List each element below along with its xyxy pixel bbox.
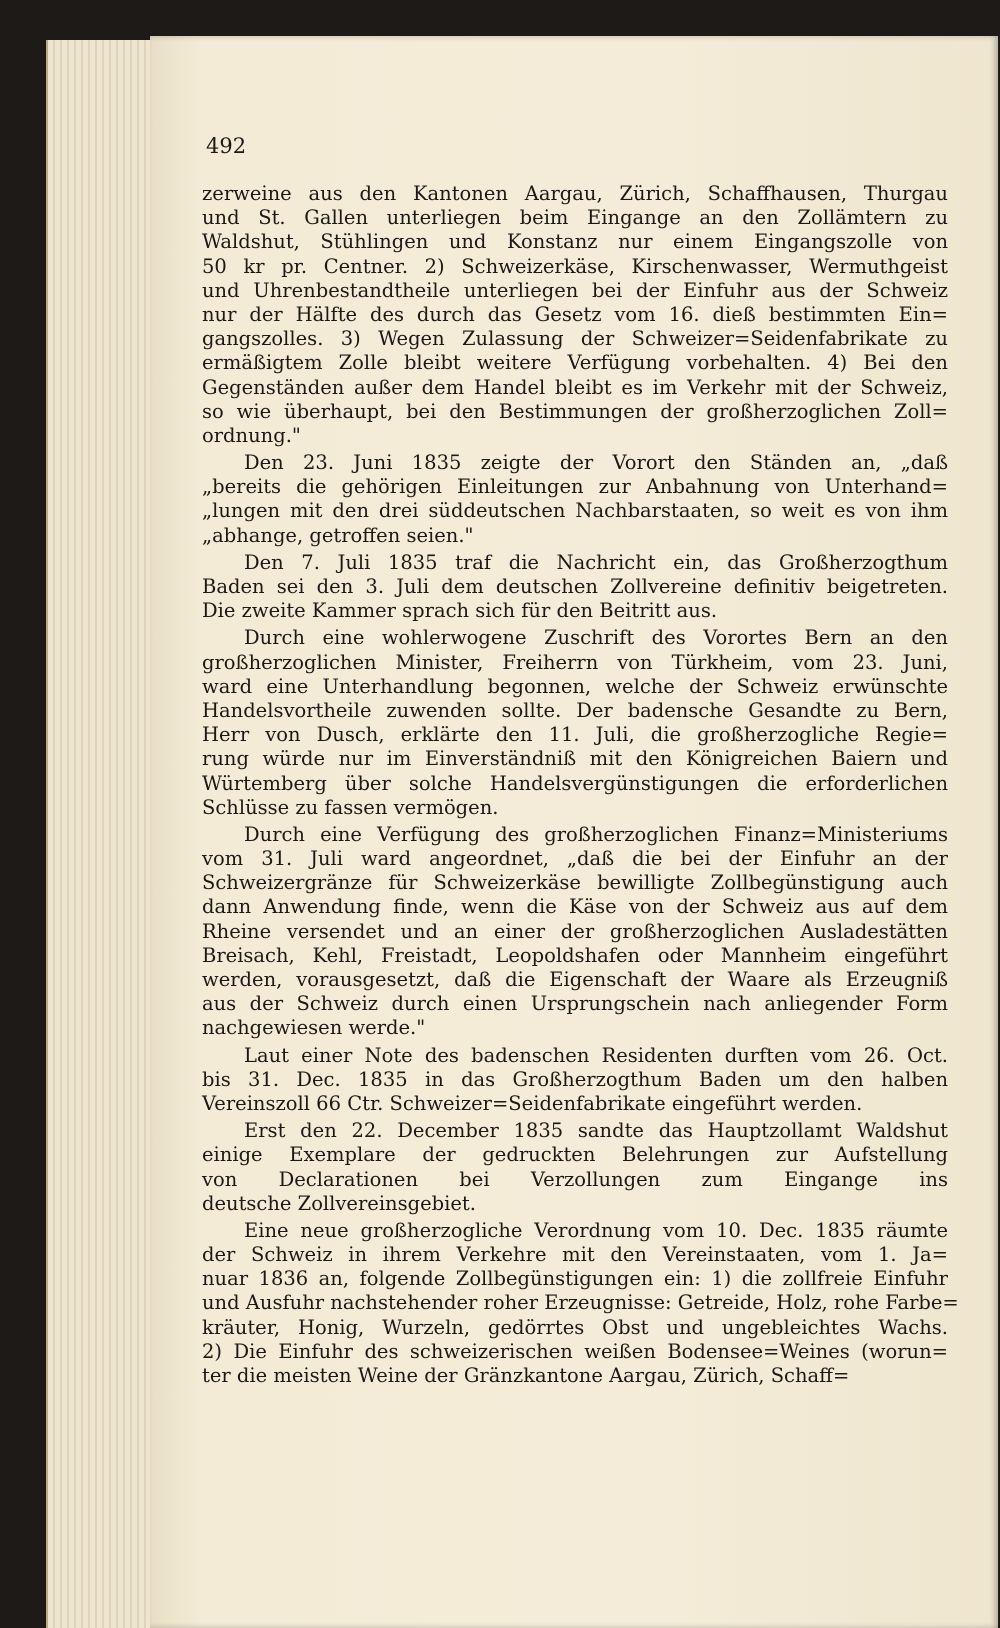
text-line: Laut einer Note des badenschen Residenten durften vom 26. Oct. xyxy=(244,1043,948,1067)
text-line: Durch eine wohlerwogene Zuschrift des Vorortes Bern an den xyxy=(244,626,948,650)
text-line: einige Exemplare der gedruckten Belehrungen zur Aufstellung xyxy=(202,1143,948,1167)
paragraph xyxy=(202,182,948,448)
text-line: „bereits die gehörigen Einleitungen zur Anbahnung von Unterhand= xyxy=(202,475,948,499)
text-line: ter die meisten Weine der Gränzkantone Aargau, Zürich, Schaff= xyxy=(202,1364,850,1387)
text-line: und Ausfuhr nachstehender roher Erzeugnisse: Getreide, Holz, rohe Farbe= xyxy=(202,1291,959,1315)
text-line: rung würde nur im Einverständniß mit den Königreichen Baiern und xyxy=(202,747,948,771)
page-number: 492 xyxy=(206,134,247,158)
text-line: gangszolles. 3) Wegen Zulassung der Schweizer=Seidenfabrikate zu xyxy=(202,327,948,351)
paragraph xyxy=(202,823,948,1041)
text-line: nachgewiesen werde." xyxy=(202,1016,426,1040)
text-line: zerweine aus den Kantonen Aargau, Zürich, Schaffhausen, Thurgau xyxy=(202,182,948,205)
text-line: bis 31. Dec. 1835 in das Großherzogthum Baden um den halben xyxy=(202,1067,948,1091)
text-line: und St. Gallen unterliegen beim Eingange an den Zollämtern zu xyxy=(202,206,948,230)
text-line: werden, vorausgesetzt, daß die Eigenschaft der Waare als Erzeugniß xyxy=(202,968,948,991)
text-line: vom 31. Juli ward angeordnet, „daß die bei der Einfuhr an der xyxy=(202,847,948,871)
text-line: Gegenständen außer dem Handel bleibt es im Verkehr mit der Schweiz, xyxy=(202,375,948,399)
paragraph xyxy=(202,1119,948,1216)
text-line: Waldshut, Stühlingen und Konstanz nur einem Eingangszolle von xyxy=(202,230,948,254)
paragraph xyxy=(202,551,948,624)
text-line: dann Anwendung finde, wenn die Käse von der Schweiz aus auf dem xyxy=(202,895,948,919)
text-line: Erst den 22. December 1835 sandte das Hauptzollamt Waldshut xyxy=(244,1119,948,1143)
text-line: 50 kr pr. Centner. 2) Schweizerkäse, Kirschenwasser, Wermuthgeist xyxy=(202,254,948,278)
text-line: so wie überhaupt, bei den Bestimmungen der großherzoglichen Zoll= xyxy=(202,399,948,423)
paragraph xyxy=(202,626,948,820)
text-line: deutsche Zollvereinsgebiet. xyxy=(202,1191,476,1215)
text-line: Würtemberg über solche Handelsvergünstigungen die erforderlichen xyxy=(202,771,948,795)
text-line: Herr von Dusch, erklärte den 11. Juli, die großherzogliche Regie= xyxy=(202,723,948,747)
text-line: Den 7. Juli 1835 traf die Nachricht ein, das Großherzogthum xyxy=(244,550,948,574)
paragraph xyxy=(202,1044,948,1117)
text-line: kräuter, Honig, Wurzeln, gedörrtes Obst und ungebleichtes Wachs. xyxy=(202,1315,948,1339)
text-line: Schweizergränze für Schweizerkäse bewilligte Zollbegünstigung auch xyxy=(202,871,948,895)
text-line: „abhange, getroffen seien." xyxy=(202,523,474,547)
text-line: Den 23. Juni 1835 zeigte der Vorort den Ständen an, „daß xyxy=(244,451,948,475)
text-line: Schlüsse zu fassen vermögen. xyxy=(202,795,499,819)
text-line: nuar 1836 an, folgende Zollbegünstigungen ein: 1) die zollfreie Einfuhr xyxy=(202,1267,948,1291)
text-line: Durch eine Verfügung des großherzoglichen Finanz=Ministeriums xyxy=(244,822,948,846)
text-line: Rheine versendet und an einer der großherzoglichen Ausladestätten xyxy=(202,919,948,943)
text-line: Eine neue großherzogliche Verordnung vom 10. Dec. 1835 räumte xyxy=(244,1218,948,1242)
text-line: „lungen mit den drei süddeutschen Nachbarstaaten, so weit es von ihm xyxy=(202,499,948,523)
text-line: aus der Schweiz durch einen Ursprungschein nach anliegender Form xyxy=(202,992,948,1016)
page-body-text xyxy=(202,182,959,1391)
text-line: Vereinszoll 66 Ctr. Schweizer=Seidenfabrikate eingeführt werden. xyxy=(202,1091,863,1115)
text-line: ordnung." xyxy=(202,423,301,447)
text-line: Handelsvortheile zuwenden sollte. Der badensche Gesandte zu Bern, xyxy=(202,698,948,722)
text-line: und Uhrenbestandtheile unterliegen bei der Einfuhr aus der Schweiz xyxy=(202,278,948,302)
page-edges xyxy=(46,40,158,1628)
text-line: 2) Die Einfuhr des schweizerischen weißen Bodensee=Weines (worun= xyxy=(202,1339,948,1363)
text-line: nur der Hälfte des durch das Gesetz vom 16. dieß bestimmten Ein= xyxy=(202,302,948,326)
text-line: großherzoglichen Minister, Freiherrn von Türkheim, vom 23. Juni, xyxy=(202,650,948,674)
text-line: Breisach, Kehl, Freistadt, Leopoldshafen oder Mannheim eingeführt xyxy=(202,943,948,967)
book-page xyxy=(150,36,998,1628)
text-line: der Schweiz in ihrem Verkehre mit den Vereinstaaten, vom 1. Ja= xyxy=(202,1243,948,1267)
paragraph xyxy=(202,451,948,548)
paragraph xyxy=(202,1218,959,1388)
text-line: von Declarationen bei Verzollungen zum Eingange ins xyxy=(202,1167,948,1191)
text-line: ward eine Unterhandlung begonnen, welche der Schweiz erwünschte xyxy=(202,674,948,698)
text-line: ermäßigtem Zolle bleibt weitere Verfügung vorbehalten. 4) Bei den xyxy=(202,351,948,375)
text-line: Baden sei den 3. Juli dem deutschen Zollvereine definitiv beigetreten. xyxy=(202,575,948,598)
text-line: Die zweite Kammer sprach sich für den Beitritt aus. xyxy=(202,599,718,623)
